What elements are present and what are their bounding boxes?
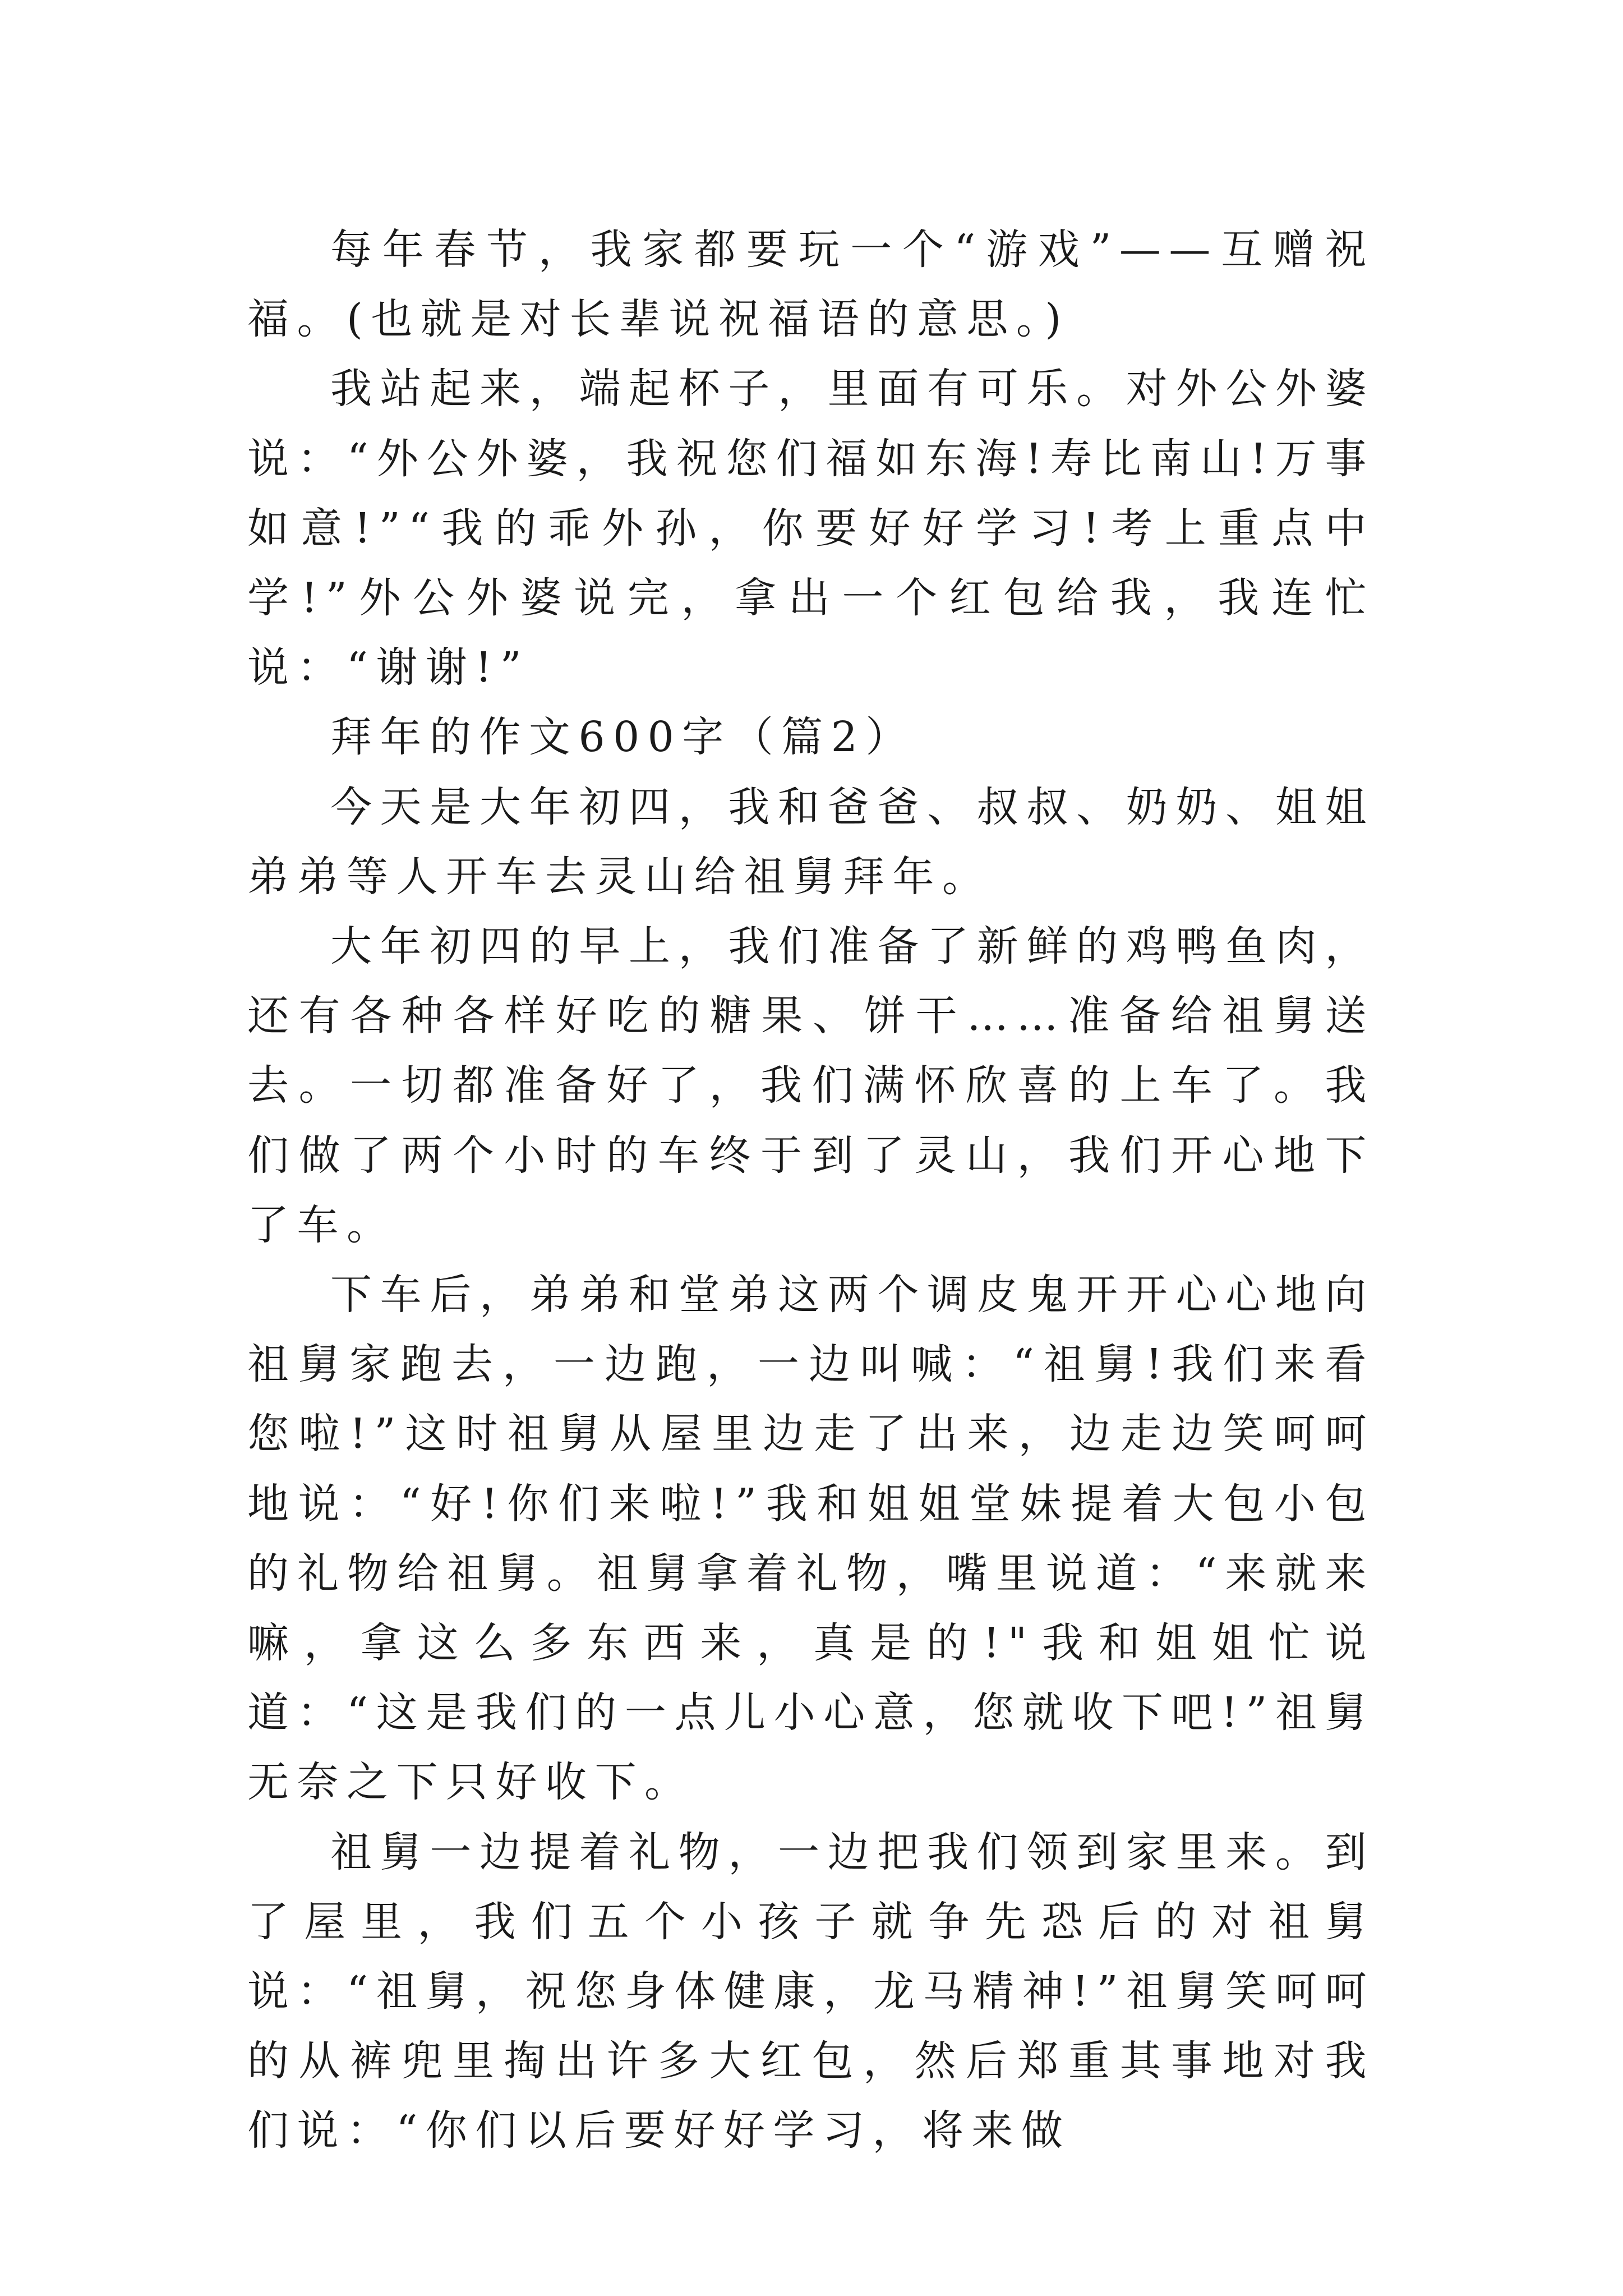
paragraph: 今天是大年初四，我和爸爸、叔叔、奶奶、姐姐弟弟等人开车去灵山给祖舅拜年。	[247, 783, 1375, 901]
section-heading: 拜年的作文600字（篇2）	[330, 713, 915, 762]
paragraph: 我站起来，端起杯子，里面有可乐。对外公外婆说：“外公外婆，我祝您们福如东海!寿比南山!万事如意!”“我的乖外孙，你要好好学习!考上重点中学!”外公外婆说完，拿出一个红包给我，我连忙说：“谢谢!”	[247, 365, 1375, 692]
paragraph: 下车后，弟弟和堂弟这两个调皮鬼开开心心地向祖舅家跑去，一边跑，一边叫喊：“祖舅!我们来看您啦!”这时祖舅从屋里边走了出来，边走边笑呵呵地说：“好!你们来啦!”我和姐姐堂妹提着大包小包的礼物给祖舅。祖舅拿着礼物，嘴里说道：“来就来嘛，拿这么多东西来，真是的!"我和姐姐忙说道：“这是我们的一点儿小心意，您就收下吧!”祖舅无奈之下只好收下。	[247, 1271, 1375, 1807]
paragraph: 大年初四的早上，我们准备了新鲜的鸡鸭鱼肉，还有各种各样好吃的糖果、饼干……准备给祖舅送去。一切都准备好了，我们满怀欣喜的上车了。我们做了两个小时的车终于到了灵山，我们开心地下了车。	[247, 922, 1375, 1249]
paragraph: 每年春节，我家都要玩一个“游戏”——互赠祝福。(也就是对长辈说祝福语的意思。)	[247, 226, 1375, 344]
document-body	[247, 215, 1375, 2166]
paragraph: 祖舅一边提着礼物，一边把我们领到家里来。到了屋里，我们五个小孩子就争先恐后的对祖舅说：“祖舅，祝您身体健康，龙马精神!”祖舅笑呵呵的从裤兜里掏出许多大红包，然后郑重其事地对我们说：“你们以后要好好学习，将来做	[247, 1828, 1375, 2155]
